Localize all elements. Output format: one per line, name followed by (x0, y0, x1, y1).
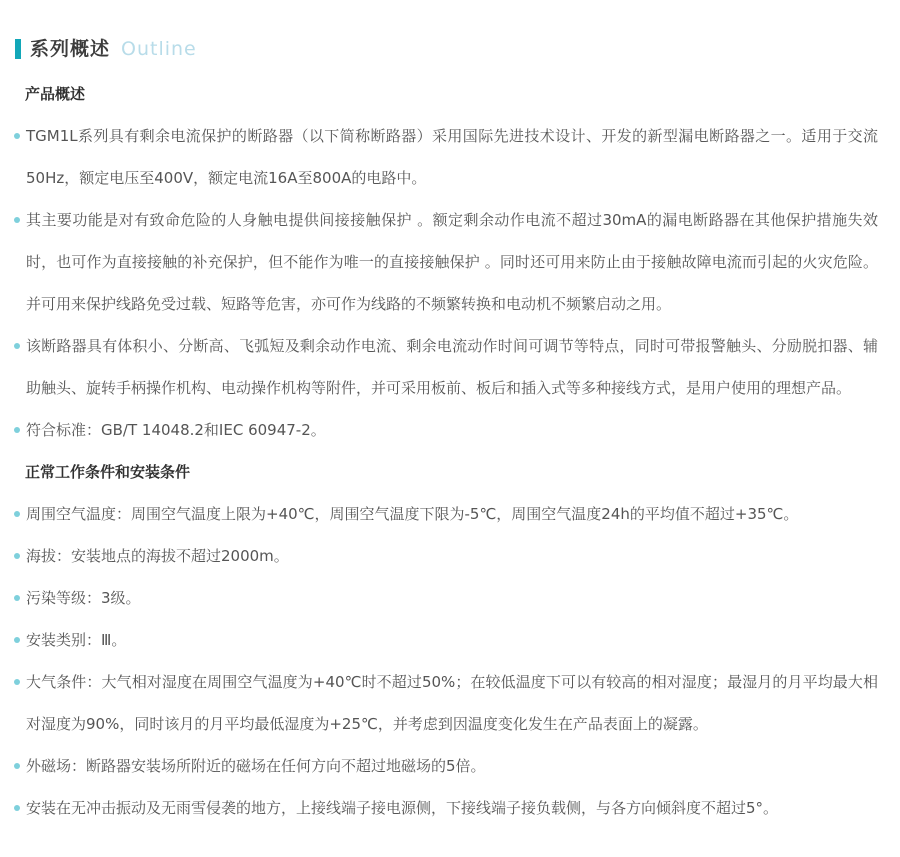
accent-bar-icon (15, 39, 21, 59)
list-item (14, 535, 878, 577)
bullet-text: 大气条件：大气相对湿度在周围空气温度为+40℃时不超过50%；在较低温度下可以有较高的相对湿度；最湿月的月平均最大相对湿度为90%，同时该月的月平均最低湿度为+25℃，并考虑到因温度变化发生在产品表面上的凝露。 (26, 673, 878, 733)
bullet-dot-icon (14, 427, 20, 433)
bullet-text: 外磁场：断路器安装场所附近的磁场在任何方向不超过地磁场的5倍。 (26, 757, 486, 775)
bullet-text: 周围空气温度：周围空气温度上限为+40℃，周围空气温度下限为-5℃，周围空气温度24h的平均值不超过+35℃。 (26, 505, 799, 523)
list-item (14, 745, 878, 787)
bullet-text: 海拔：安装地点的海拔不超过2000m。 (26, 547, 289, 565)
list-item (14, 619, 878, 661)
bullet-dot-icon (14, 637, 20, 643)
bullet-dot-icon (14, 343, 20, 349)
bullet-text: 其主要功能是对有致命危险的人身触电提供间接接触保护 。额定剩余动作电流不超过30mA的漏电断路器在其他保护措施失效时，也可作为直接接触的补充保护，但不能作为唯一的直接接触保护 。同时还可用来防止由于接触故障电流而引起的火灾危险。并可用来保护线路免受过载、短路等危害，亦可作为线路的不频繁转换和电动机不频繁启动之用。 (26, 211, 878, 313)
bullet-dot-icon (14, 679, 20, 685)
bullet-text: TGM1L系列具有剩余电流保护的断路器（以下简称断路器）采用国际先进技术设计、开发的新型漏电断路器之一。适用于交流50Hz，额定电压至400V，额定电流16A至800A的电路中。 (26, 127, 878, 187)
bullet-list (14, 115, 878, 451)
page-title-en: Outline (121, 38, 197, 60)
bullet-text: 该断路器具有体积小、分断高、飞弧短及剩余动作电流、剩余电流动作时间可调节等特点，同时可带报警触头、分励脱扣器、辅助触头、旋转手柄操作机构、电动操作机构等附件，并可采用板前、板后和插入式等多种接线方式，是用户使用的理想产品。 (26, 337, 878, 397)
list-item (14, 199, 878, 325)
bullet-text: 安装在无冲击振动及无雨雪侵袭的地方，上接线端子接电源侧，下接线端子接负载侧，与各方向倾斜度不超过5°。 (26, 799, 779, 817)
section-title-bar (0, 0, 900, 61)
bullet-text: 污染等级：3级。 (26, 589, 141, 607)
bullet-dot-icon (14, 805, 20, 811)
list-item (14, 409, 878, 451)
list-item (14, 787, 878, 829)
list-item (14, 661, 878, 745)
list-item (14, 577, 878, 619)
list-item (14, 115, 878, 199)
page-title-zh: 系列概述 (30, 38, 111, 60)
bullet-dot-icon (14, 511, 20, 517)
section-heading: 产品概述 (25, 85, 86, 103)
list-item (14, 325, 878, 409)
bullet-text: 符合标准：GB/T 14048.2和IEC 60947-2。 (26, 421, 326, 439)
bullet-dot-icon (14, 553, 20, 559)
section-heading: 正常工作条件和安装条件 (25, 463, 191, 481)
bullet-text: 安装类别：Ⅲ。 (26, 631, 127, 649)
bullet-list (14, 493, 878, 829)
bullet-dot-icon (14, 133, 20, 139)
bullet-dot-icon (14, 763, 20, 769)
list-item (14, 493, 878, 535)
bullet-dot-icon (14, 595, 20, 601)
bullet-dot-icon (14, 217, 20, 223)
content (0, 73, 900, 829)
